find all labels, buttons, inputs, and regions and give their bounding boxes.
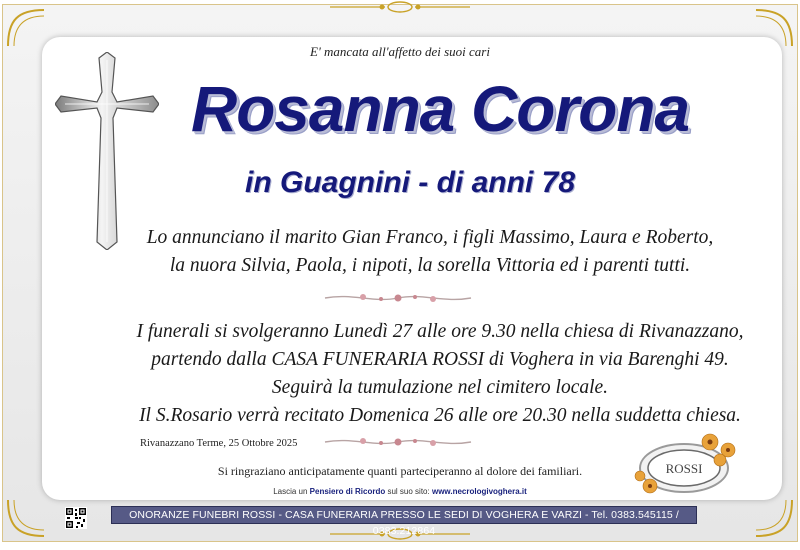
rossi-logo-icon [628, 428, 746, 500]
deceased-subtitle: in Guagnini - di anni 78 [244, 166, 575, 199]
funeral-line: Seguirà la tumulazione nel cimitero locale. [271, 377, 609, 398]
top-ornament-icon [330, 0, 470, 14]
corner-ornament-icon [4, 494, 50, 540]
announcement-intro: E' mancata all'affetto dei suoi cari [310, 44, 490, 59]
family-announcement [120, 224, 740, 280]
floral-divider-icon [323, 291, 473, 305]
footer-banner: ONORANZE FUNEBRI ROSSI - CASA FUNERARIA PRESSO LE SEDI DI VOGHERA E VARZI - Tel. 0383.545115 / 0383.212864 [111, 506, 697, 524]
floral-divider-icon [323, 435, 473, 449]
announcement-line: la nuora Silvia, Paola, i nipoti, la sorella Vittoria ed i parenti tutti. [169, 255, 691, 276]
qr-code-icon[interactable] [65, 507, 87, 529]
funeral-details [100, 318, 780, 430]
funeral-line: I funerali si svolgeranno Lunedì 27 alle ore 9.30 nella chiesa di Rivanazzano, [136, 321, 744, 342]
funeral-line: partendo dalla CASA FUNERARIA ROSSI di Voghera in via Barenghi 49. [151, 349, 729, 370]
deceased-name: Rosanna Corona [190, 73, 690, 145]
corner-ornament-icon [750, 494, 796, 540]
logo-text: ROSSI [665, 461, 703, 476]
announcement-line: Lo annunciano il marito Gian Franco, i figli Massimo, Laura e Roberto, [146, 227, 714, 248]
place-date: Rivanazzano Terme, 25 Ottobre 2025 [140, 438, 298, 449]
funeral-line: Il S.Rosario verrà recitato Domenica 26 alle ore 20.30 nella suddetta chiesa. [139, 405, 741, 426]
website-link[interactable]: www.necrologivoghera.it [431, 487, 527, 496]
memorial-thought-link[interactable]: Pensiero di Ricordo [309, 487, 386, 496]
thanks-note: Si ringraziano anticipatamente quanti parteciperanno al dolore dei familiari. [217, 464, 583, 478]
link-middle: sul suo sito: [387, 487, 430, 496]
link-prefix: Lascia un [273, 487, 308, 496]
cross-icon [55, 52, 159, 250]
corner-ornament-icon [4, 6, 50, 52]
memorial-link-line [160, 487, 640, 496]
